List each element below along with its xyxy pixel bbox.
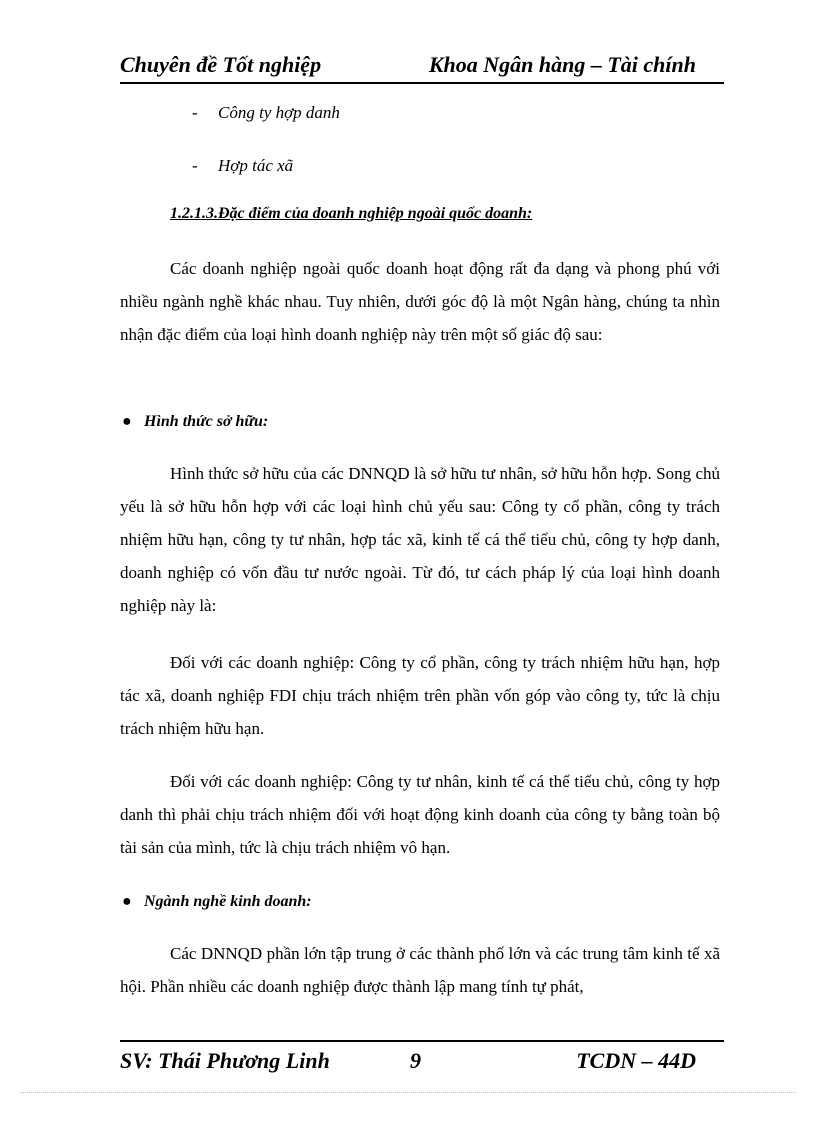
list-item-cooperative — [192, 156, 293, 176]
bullet-icon: ● — [122, 893, 132, 910]
header-faculty-title: Khoa Ngân hàng – Tài chính — [428, 52, 696, 77]
paragraph-limited-liability: Đối với các doanh nghiệp: Công ty cổ phần, công ty trách nhiệm hữu hạn, hợp tác xã, doanh nghiệp FDI chịu trách nhiệm trên phần vốn góp vào công ty, tức là chịu trách nhiệm hữu hạn. — [120, 653, 720, 738]
footer-class-code: TCDN – 44D — [576, 1048, 696, 1073]
list-item-text: Hợp tác xã — [218, 156, 294, 175]
list-item-partnership — [192, 103, 340, 123]
page-edge-divider — [20, 1092, 796, 1093]
bullet-icon: ● — [122, 413, 132, 430]
bullet-heading-text: Hình thức sở hữu: — [144, 413, 269, 430]
paragraph-intro: Các doanh nghiệp ngoài quốc doanh hoạt động rất đa dạng và phong phú với nhiều ngành nghề khác nhau. Tuy nhiên, dưới góc độ là một Ngân hàng, chúng ta nhìn nhận đặc điểm của loại hình doanh nghiệp này trên một số giác độ sau: — [120, 259, 720, 344]
bullet-heading-business — [122, 893, 312, 911]
footer-student-name: SV: Thái Phương Linh — [120, 1048, 330, 1073]
bullet-heading-text: Ngành nghề kinh doanh: — [144, 893, 312, 910]
paragraph-business: Các DNNQD phần lớn tập trung ở các thành phố lớn và các trung tâm kinh tế xã hội. Phần nhiều các doanh nghiệp được thành lập mang tính tự phát, — [120, 944, 720, 996]
bullet-heading-ownership — [122, 413, 268, 431]
list-dash: - — [192, 103, 198, 122]
list-item-text: Công ty hợp danh — [218, 103, 340, 122]
section-heading: 1.2.1.3.Đặc điểm của doanh nghiệp ngoài quốc doanh: — [170, 205, 533, 222]
paragraph-unlimited-liability: Đối với các doanh nghiệp: Công ty tư nhân, kinh tế cá thể tiểu chủ, công ty hợp danh thì phải chịu trách nhiệm đối với hoạt động kinh doanh của công ty bằng toàn bộ tài sản của mình, tức là chịu trách nhiệm vô hạn. — [120, 772, 720, 857]
page-footer — [120, 1040, 724, 1076]
header-course-title: Chuyên đề Tốt nghiệp — [120, 52, 322, 77]
page-header — [120, 50, 724, 84]
list-dash: - — [192, 156, 198, 175]
paragraph-ownership: Hình thức sở hữu của các DNNQD là sở hữu tư nhân, sở hữu hỗn hợp. Song chủ yếu là sở hữu hỗn hợp với các loại hình chủ yếu sau: Công ty cổ phần, công ty trách nhiệm hữu hạn, công ty tư nhân, hợp tác xã, kinh tế cá thể tiểu chủ, công ty hợp danh, doanh nghiệp có vốn đầu tư nước ngoài. Từ đó, tư cách pháp lý của loại hình doanh nghiệp này là: — [120, 464, 720, 615]
footer-page-number: 9 — [410, 1048, 421, 1073]
